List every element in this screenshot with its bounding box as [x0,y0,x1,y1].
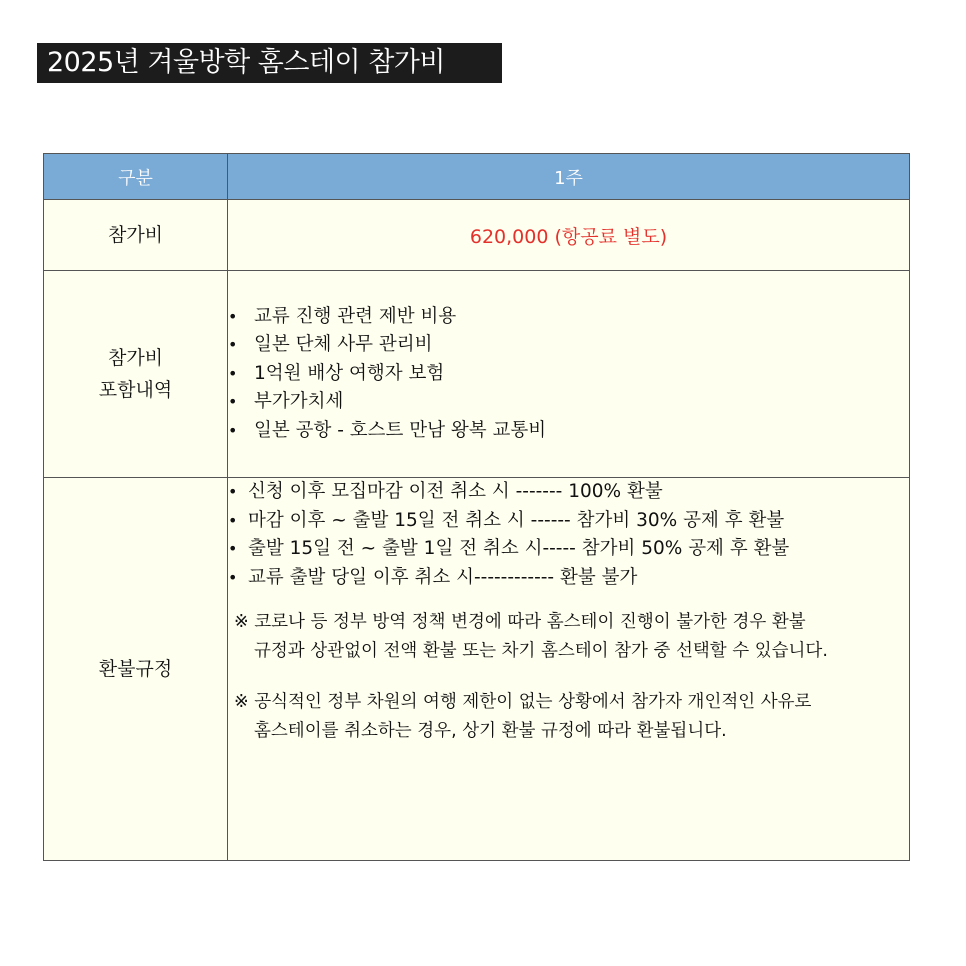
bullet-icon: • [228,363,238,383]
bullet-icon: • [228,392,238,412]
bullet-icon: • [228,335,238,355]
list-item: • 교류 진행 관련 제반 비용 [228,303,909,332]
header-category: 구분 [44,154,228,200]
header-duration: 1주 [228,154,910,200]
bullet-icon: • [228,420,238,440]
list-item: • 부가가치세 [228,388,909,417]
fee-value: 620,000 (항공료 별도) [228,200,910,271]
bullet-icon: • [228,482,238,501]
included-label [44,271,228,478]
refund-label: 환불규정 [44,478,228,861]
bullet-icon: • [228,539,238,558]
included-list [228,303,909,446]
bullet-icon: • [228,510,238,530]
bullet-icon: • [228,306,238,326]
included-label-line1: 참가비 [107,347,164,369]
refund-row [44,478,910,861]
list-item: • 교류 출발 당일 이후 취소 시------------ 환불 불가 [228,564,909,593]
list-item: • 1억원 배상 여행자 보험 [228,360,909,389]
list-item: • 신청 이후 모집마감 이전 취소 시 ------- 100% 환불 [228,478,909,507]
fee-row [44,200,910,271]
refund-list [228,478,909,592]
refund-note-personal: ※ 공식적인 정부 차원의 여행 제한이 없는 상황에서 참가자 개인적인 사유로 홈스테이를 취소하는 경우, 상기 환불 규정에 따라 환불됩니다. [234,692,812,741]
list-item: • 마감 이후 ~ 출발 15일 전 취소 시 ------ 참가비 30% 공제 후 환불 [228,507,909,536]
included-label-line2: 포함내역 [98,379,173,401]
refund-note-covid: ※ 코로나 등 정부 방역 정책 변경에 따라 홈스테이 진행이 불가한 경우 환불 규정과 상관없이 전액 환불 또는 차기 홈스테이 참가 중 선택할 수 있습니다. [234,612,828,661]
included-row [44,271,910,478]
list-item: • 일본 단체 사무 관리비 [228,331,909,360]
table-header-row [44,154,910,200]
fee-table [43,153,910,861]
bullet-icon: • [228,567,238,587]
refund-cell [228,478,910,861]
list-item: • 출발 15일 전 ~ 출발 1일 전 취소 시----- 참가비 50% 공제 후 환불 [228,535,909,564]
fee-label: 참가비 [44,200,228,271]
page-title: 2025년 겨울방학 홈스테이 참가비 [37,43,502,83]
list-item: • 일본 공항 - 호스트 만남 왕복 교통비 [228,417,909,446]
included-cell [228,271,910,478]
